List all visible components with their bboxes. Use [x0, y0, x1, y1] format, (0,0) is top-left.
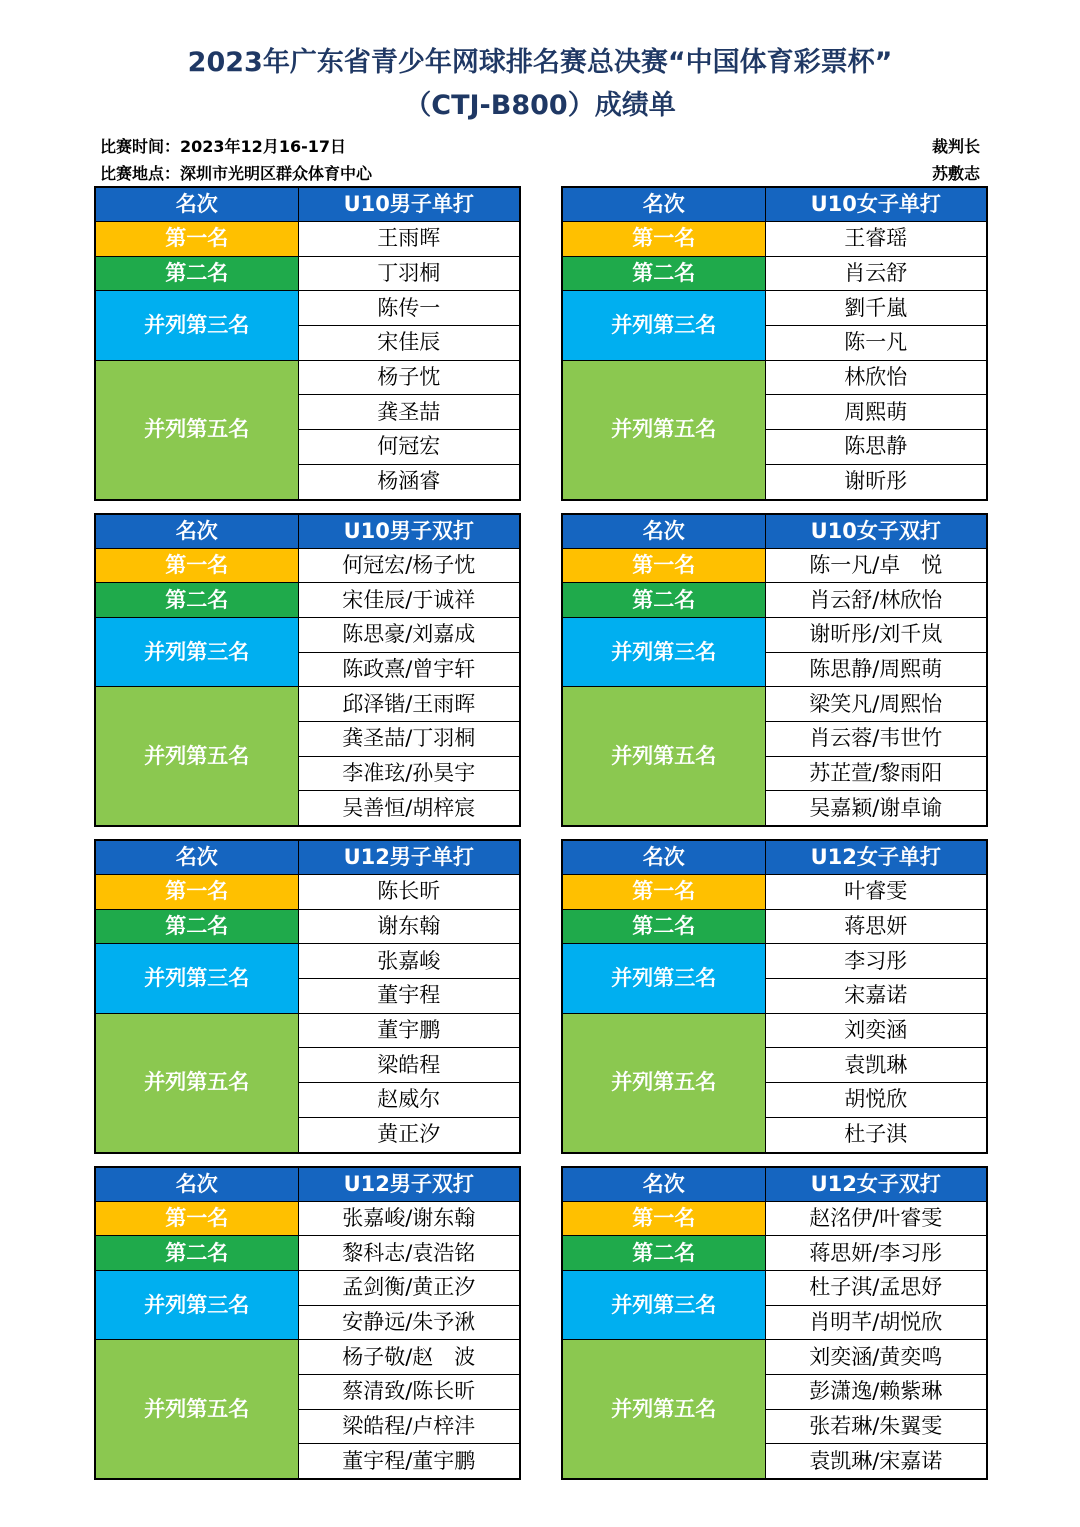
rank-header: 名次: [95, 514, 298, 549]
third-place-name: 劉千嵐: [765, 291, 987, 326]
rank-first-label: 第一名: [95, 222, 298, 257]
rank-first-label: 第一名: [562, 875, 765, 910]
referee-label: 裁判长: [931, 137, 980, 156]
rank-third-label: 并列第三名: [562, 617, 765, 686]
third-place-name: 宋嘉诺: [765, 979, 987, 1014]
rank-header: 名次: [95, 840, 298, 875]
first-place-name: 叶睿雯: [765, 875, 987, 910]
rank-third-label: 并列第三名: [95, 1270, 298, 1339]
rank-third-label: 并列第三名: [562, 1270, 765, 1339]
fifth-place-name: 梁皓程: [298, 1048, 520, 1083]
table-row: [95, 875, 520, 910]
table-row: [562, 583, 987, 618]
table-row: [95, 687, 520, 722]
table-row: [562, 617, 987, 652]
table-header-row: [95, 187, 520, 222]
third-place-name: 张嘉峻: [298, 944, 520, 979]
third-place-name: 杜子淇/孟思妤: [765, 1270, 987, 1305]
first-place-name: 张嘉峻/谢东翰: [298, 1201, 520, 1236]
fifth-place-name: 肖云蓉/韦世竹: [765, 721, 987, 756]
fifth-place-name: 刘奕涵/黄奕鸣: [765, 1340, 987, 1375]
fifth-place-name: 杜子淇: [765, 1117, 987, 1152]
fifth-place-name: 苏芷萱/黎雨阳: [765, 756, 987, 791]
table-row: [95, 1340, 520, 1375]
rank-first-label: 第一名: [95, 1201, 298, 1236]
rank-first-label: 第一名: [562, 222, 765, 257]
second-place-name: 蒋思妍: [765, 909, 987, 944]
results-grid: [94, 186, 986, 1480]
table-row: [562, 909, 987, 944]
fifth-place-name: 董宇程/董宇鹏: [298, 1444, 520, 1479]
fifth-place-name: 何冠宏: [298, 430, 520, 465]
rank-first-label: 第一名: [562, 548, 765, 583]
match-venue-label: 比赛地点：: [100, 164, 181, 183]
third-place-name: 陈传一: [298, 291, 520, 326]
results-table: [94, 839, 521, 1154]
rank-header: 名次: [562, 514, 765, 549]
third-place-name: 宋佳辰: [298, 326, 520, 361]
rank-third-label: 并列第三名: [562, 944, 765, 1013]
fifth-place-name: 杨子敬/赵 波: [298, 1340, 520, 1375]
rank-first-label: 第一名: [95, 548, 298, 583]
table-row: [562, 944, 987, 979]
match-time-value: 2023年12月16-17日: [180, 137, 346, 156]
table-row: [562, 1340, 987, 1375]
match-time-label: 比赛时间：: [100, 137, 181, 156]
second-place-name: 谢东翰: [298, 909, 520, 944]
fifth-place-name: 彭潇逸/赖紫琳: [765, 1374, 987, 1409]
fifth-place-name: 刘奕涵: [765, 1013, 987, 1048]
event-name: U12女子双打: [765, 1167, 987, 1202]
first-place-name: 陈长昕: [298, 875, 520, 910]
fifth-place-name: 黄正汐: [298, 1117, 520, 1152]
first-place-name: 赵洺伊/叶睿雯: [765, 1201, 987, 1236]
table-row: [562, 548, 987, 583]
rank-fifth-label: 并列第五名: [95, 687, 298, 826]
rank-second-label: 第二名: [95, 909, 298, 944]
fifth-place-name: 胡悦欣: [765, 1083, 987, 1118]
table-row: [562, 256, 987, 291]
table-header-row: [562, 187, 987, 222]
table-row: [95, 617, 520, 652]
rank-second-label: 第二名: [95, 1236, 298, 1271]
table-header-row: [562, 1167, 987, 1202]
third-place-name: 董宇程: [298, 979, 520, 1014]
results-table: [561, 1166, 988, 1481]
third-place-name: 陈政熹/曾宇轩: [298, 652, 520, 687]
table-row: [562, 687, 987, 722]
first-place-name: 王睿瑶: [765, 222, 987, 257]
fifth-place-name: 林欣怡: [765, 360, 987, 395]
event-name: U10女子双打: [765, 514, 987, 549]
table-row: [95, 1201, 520, 1236]
rank-third-label: 并列第三名: [95, 617, 298, 686]
second-place-name: 肖云舒: [765, 256, 987, 291]
event-name: U12女子单打: [765, 840, 987, 875]
table-header-row: [95, 514, 520, 549]
rank-third-label: 并列第三名: [562, 291, 765, 360]
rank-fifth-label: 并列第五名: [562, 1013, 765, 1152]
table-row: [95, 548, 520, 583]
fifth-place-name: 梁皓程/卢梓沣: [298, 1409, 520, 1444]
third-place-name: 李习彤: [765, 944, 987, 979]
fifth-place-name: 梁笑凡/周熙怡: [765, 687, 987, 722]
fifth-place-name: 邱泽锴/王雨晖: [298, 687, 520, 722]
fifth-place-name: 吴嘉颖/谢卓谕: [765, 791, 987, 826]
rank-third-label: 并列第三名: [95, 944, 298, 1013]
rank-header: 名次: [95, 187, 298, 222]
table-header-row: [95, 840, 520, 875]
results-table: [561, 839, 988, 1154]
fifth-place-name: 周熙萌: [765, 395, 987, 430]
rank-fifth-label: 并列第五名: [562, 360, 765, 499]
rank-second-label: 第二名: [562, 1236, 765, 1271]
table-row: [562, 875, 987, 910]
fifth-place-name: 谢昕彤: [765, 464, 987, 499]
third-place-name: 陈一凡: [765, 326, 987, 361]
table-row: [562, 1236, 987, 1271]
rank-second-label: 第二名: [562, 583, 765, 618]
table-row: [562, 1013, 987, 1048]
table-header-row: [562, 514, 987, 549]
fifth-place-name: 袁凯琳: [765, 1048, 987, 1083]
third-place-name: 谢昕彤/刘千岚: [765, 617, 987, 652]
second-place-name: 宋佳辰/于诚祥: [298, 583, 520, 618]
fifth-place-name: 袁凯琳/宋嘉诺: [765, 1444, 987, 1479]
table-row: [95, 1236, 520, 1271]
rank-fifth-label: 并列第五名: [95, 360, 298, 499]
event-name: U12男子单打: [298, 840, 520, 875]
fifth-place-name: 吴善恒/胡梓宸: [298, 791, 520, 826]
rank-fifth-label: 并列第五名: [562, 1340, 765, 1479]
table-row: [95, 291, 520, 326]
rank-second-label: 第二名: [562, 909, 765, 944]
match-time: [100, 134, 346, 157]
fifth-place-name: 张若琳/朱翼雯: [765, 1409, 987, 1444]
second-place-name: 黎科志/袁浩铭: [298, 1236, 520, 1271]
second-place-name: 丁羽桐: [298, 256, 520, 291]
rank-header: 名次: [562, 1167, 765, 1202]
fifth-place-name: 龚圣喆/丁羽桐: [298, 721, 520, 756]
rank-second-label: 第二名: [95, 583, 298, 618]
table-row: [562, 291, 987, 326]
third-place-name: 安静远/朱予湫: [298, 1305, 520, 1340]
third-place-name: 陈思静/周熙萌: [765, 652, 987, 687]
table-row: [95, 909, 520, 944]
third-place-name: 肖明芊/胡悦欣: [765, 1305, 987, 1340]
fifth-place-name: 龚圣喆: [298, 395, 520, 430]
table-row: [95, 944, 520, 979]
rank-header: 名次: [95, 1167, 298, 1202]
table-header-row: [562, 840, 987, 875]
table-row: [562, 222, 987, 257]
table-header-row: [95, 1167, 520, 1202]
table-row: [95, 583, 520, 618]
fifth-place-name: 赵威尔: [298, 1083, 520, 1118]
event-name: U12男子双打: [298, 1167, 520, 1202]
table-row: [562, 1270, 987, 1305]
table-row: [95, 256, 520, 291]
title-line-1: 2023年广东省青少年网球排名赛总决赛“中国体育彩票杯”: [187, 47, 893, 78]
table-row: [95, 1270, 520, 1305]
event-name: U10女子单打: [765, 187, 987, 222]
fifth-place-name: 陈思静: [765, 430, 987, 465]
results-table: [561, 513, 988, 828]
results-table: [94, 186, 521, 501]
rank-fifth-label: 并列第五名: [562, 687, 765, 826]
second-place-name: 肖云舒/林欣怡: [765, 583, 987, 618]
fifth-place-name: 蔡清致/陈长昕: [298, 1374, 520, 1409]
first-place-name: 王雨晖: [298, 222, 520, 257]
results-table: [94, 513, 521, 828]
first-place-name: 陈一凡/卓 悦: [765, 548, 987, 583]
rank-header: 名次: [562, 840, 765, 875]
rank-first-label: 第一名: [95, 875, 298, 910]
table-row: [95, 222, 520, 257]
fifth-place-name: 杨涵睿: [298, 464, 520, 499]
table-row: [95, 1013, 520, 1048]
rank-second-label: 第二名: [562, 256, 765, 291]
fifth-place-name: 李准玹/孙昊宇: [298, 756, 520, 791]
fifth-place-name: 杨子忱: [298, 360, 520, 395]
rank-header: 名次: [562, 187, 765, 222]
table-row: [562, 360, 987, 395]
third-place-name: 孟剑衡/黄正汐: [298, 1270, 520, 1305]
table-row: [562, 1201, 987, 1236]
event-name: U10男子单打: [298, 187, 520, 222]
rank-second-label: 第二名: [95, 256, 298, 291]
fifth-place-name: 董宇鹏: [298, 1013, 520, 1048]
table-row: [95, 360, 520, 395]
match-venue-value: 深圳市光明区群众体育中心: [180, 164, 373, 183]
third-place-name: 陈思豪/刘嘉成: [298, 617, 520, 652]
title-line-2: （CTJ-B800）成绩单: [404, 90, 676, 121]
rank-fifth-label: 并列第五名: [95, 1013, 298, 1152]
rank-first-label: 第一名: [562, 1201, 765, 1236]
match-venue: [100, 161, 372, 184]
rank-fifth-label: 并列第五名: [95, 1340, 298, 1479]
results-table: [94, 1166, 521, 1481]
event-name: U10男子双打: [298, 514, 520, 549]
referee-name: 苏敷志: [931, 164, 980, 183]
rank-third-label: 并列第三名: [95, 291, 298, 360]
second-place-name: 蒋思妍/李习彤: [765, 1236, 987, 1271]
results-table: [561, 186, 988, 501]
first-place-name: 何冠宏/杨子忱: [298, 548, 520, 583]
